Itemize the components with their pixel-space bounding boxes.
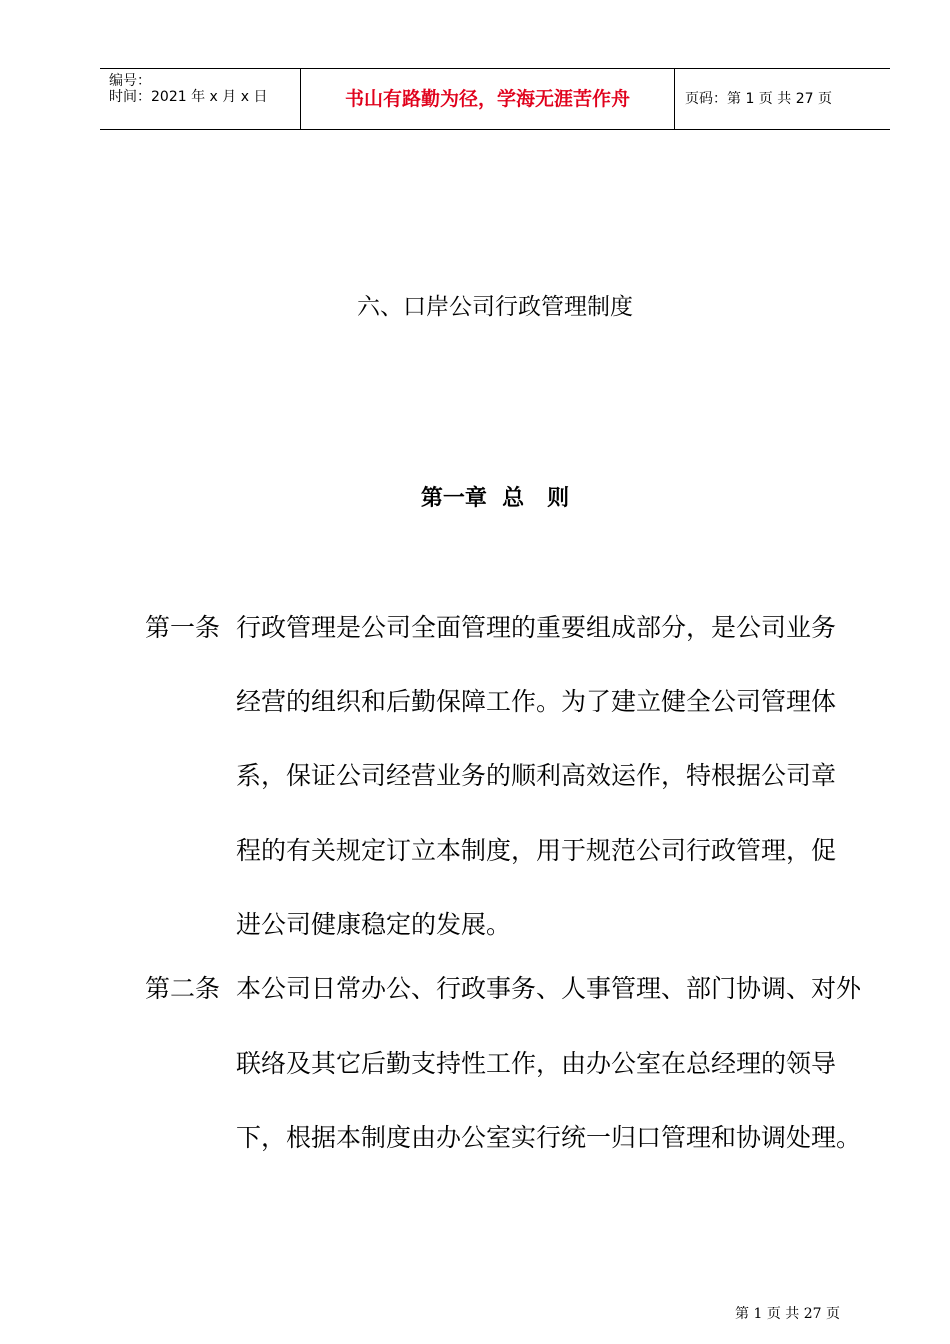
article-2-line-1: 本公司日常办公、行政事务、人事管理、部门协调、对外 (236, 974, 862, 1003)
header-page-info: 页码：第 1 页 共 27 页 (685, 91, 832, 107)
article-1-line-2: 经营的组织和后勤保障工作。为了建立健全公司管理体 (236, 687, 837, 716)
article-2-line-2: 联络及其它后勤支持性工作，由办公室在总经理的领导 (236, 1049, 837, 1078)
article-2-line-3: 下，根据本制度由办公室实行统一归口管理和协调处理。 (236, 1123, 862, 1152)
header-meta-cell (100, 69, 301, 129)
header-motto: 书山有路勤为径，学海无涯苦作舟 (344, 88, 630, 110)
article-1-line-4: 程的有关规定订立本制度，用于规范公司行政管理，促 (236, 836, 837, 865)
chapter-heading: 第一章 总 则 (420, 486, 570, 511)
header-motto-cell (301, 69, 675, 129)
article-2-label: 第二条 (145, 974, 221, 1003)
article-1-line-5: 进公司健康稳定的发展。 (236, 910, 512, 939)
page-footer: 第 1 页 共 27 页 (735, 1306, 840, 1322)
article-1-line-3: 系，保证公司经营业务的顺利高效运作，特根据公司章 (236, 761, 837, 790)
article-1-line-1: 行政管理是公司全面管理的重要组成部分，是公司业务 (236, 613, 837, 642)
document-code-label: 编号： (109, 73, 151, 89)
document-title: 六、口岸公司行政管理制度 (357, 294, 633, 320)
page-header (100, 68, 890, 130)
header-page-cell (675, 69, 890, 129)
document-date-label: 时间：2021 年 x 月 x 日 (109, 89, 268, 105)
article-1-label: 第一条 (145, 613, 221, 642)
